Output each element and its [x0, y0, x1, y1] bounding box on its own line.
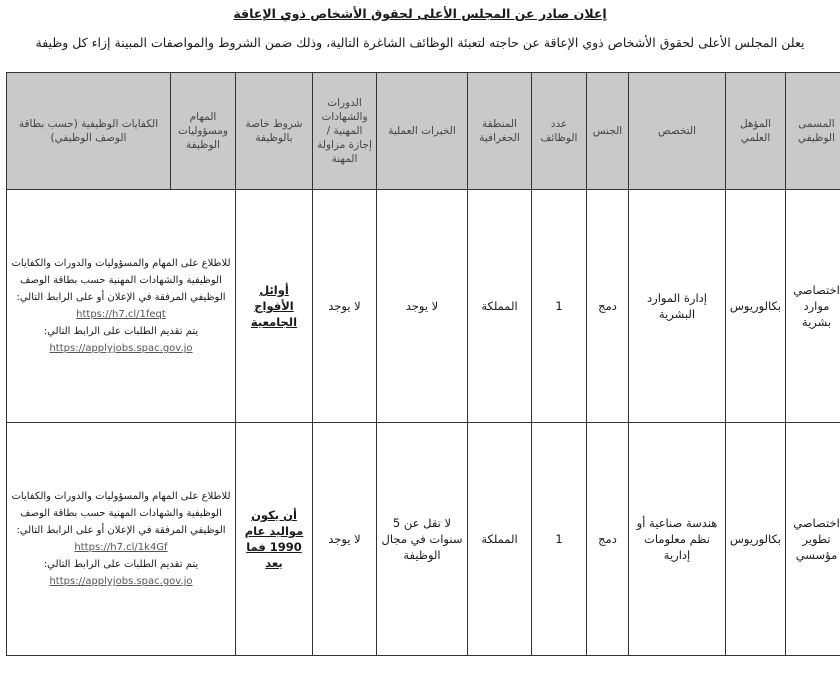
table-row	[7, 423, 840, 656]
row-qualification: بكالوريوس	[726, 423, 786, 656]
header-courses: الدورات والشهادات المهنية /إجازة مزاولة المهنة	[313, 73, 377, 190]
header-vacancies: عدد الوظائف	[532, 73, 587, 190]
row-qualification: بكالوريوس	[726, 190, 786, 423]
description-link[interactable]: https://h7.cl/1feqt	[76, 309, 166, 320]
row-job-title: اختصاصي موارد بشرية	[786, 190, 840, 423]
header-special-conditions: شروط خاصة بالوظيفة	[236, 73, 313, 190]
header-competencies: الكفايات الوظيفية (حسب بطاقة الوصف الوظيفي)	[7, 73, 171, 190]
row-region: المملكة	[468, 190, 532, 423]
header-gender: الجنس	[587, 73, 629, 190]
row-special-conditions: أوائل الأفواج الجامعية	[236, 190, 313, 423]
description-link[interactable]: https://h7.cl/1k4Gf	[74, 542, 168, 553]
header-qualification: المؤهل العلمي	[726, 73, 786, 190]
apply-link[interactable]: https://applyjobs.spac.gov.jo	[49, 576, 193, 587]
table-row	[7, 190, 840, 423]
row-courses: لا يوجد	[313, 423, 377, 656]
header-job-title: المسمى الوظيفي	[786, 73, 840, 190]
announcement-intro: يعلن المجلس الأعلى لحقوق الأشخاص ذوي الإعاقة عن حاجته لتعبئة الوظائف الشاغرة التالية، وذلك ضمن الشروط والمواصفات المبينة إزاء كل وظيفة	[35, 35, 805, 50]
row-job-title: اختصاصي تطوير مؤسسي	[786, 423, 840, 656]
table-header-row	[7, 73, 840, 190]
row-special-conditions: أن يكون مواليد عام 1990 فما بعد	[236, 423, 313, 656]
apply-text: يتم تقديم الطلبات على الرابط التالي:	[43, 559, 199, 570]
header-experience: الخبرات العملية	[377, 73, 468, 190]
row-specialization: إدارة الموارد البشرية	[629, 190, 726, 423]
row-region: المملكة	[468, 423, 532, 656]
row-competencies	[7, 190, 236, 423]
row-specialization: هندسة صناعية أو نظم معلومات إدارية	[629, 423, 726, 656]
header-duties: المهام ومسؤوليات الوظيفة	[171, 73, 236, 190]
row-experience: لا يوجد	[377, 190, 468, 423]
header-specialization: التخصص	[629, 73, 726, 190]
row-gender: دمج	[587, 423, 629, 656]
row-vacancies: 1	[532, 423, 587, 656]
apply-text: يتم تقديم الطلبات على الرابط التالي:	[43, 326, 199, 337]
row-gender: دمج	[587, 190, 629, 423]
competencies-text: للاطلاع على المهام والمسؤوليات والدورات والكفايات الوظيفية والشهادات المهنية حسب بطاقة الوصف الوظيفي المرفقة في الإعلان أو على الرابط التالي:	[11, 491, 231, 536]
row-experience: لا تقل عن 5 سنوات في مجال الوظيفة	[377, 423, 468, 656]
competencies-text: للاطلاع على المهام والمسؤوليات والدورات والكفايات الوظيفية والشهادات المهنية حسب بطاقة الوصف الوظيفي المرفقة في الإعلان أو على الرابط التالي:	[11, 258, 231, 303]
apply-link[interactable]: https://applyjobs.spac.gov.jo	[49, 343, 193, 354]
row-courses: لا يوجد	[313, 190, 377, 423]
vacancies-table	[6, 72, 840, 656]
row-vacancies: 1	[532, 190, 587, 423]
row-competencies	[7, 423, 236, 656]
header-region: المنطقة الجغرافية	[468, 73, 532, 190]
announcement-title: إعلان صادر عن المجلس الأعلى لحقوق الأشخاص ذوي الإعاقة	[233, 6, 607, 21]
